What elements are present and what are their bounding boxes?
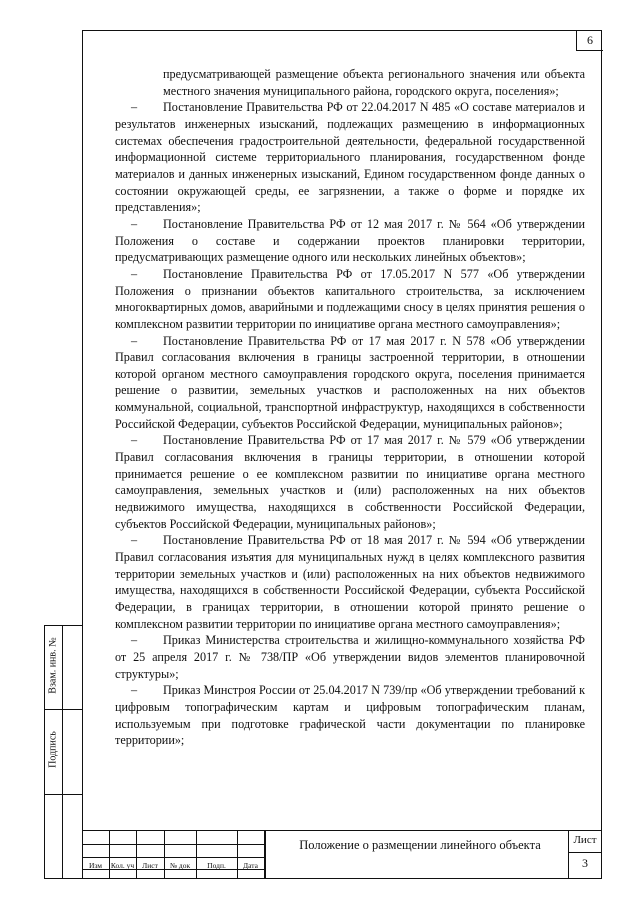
dash-bullet: – bbox=[131, 216, 138, 231]
dash-bullet: – bbox=[131, 433, 138, 448]
side-row-divider bbox=[45, 794, 82, 795]
stamp-line bbox=[568, 852, 602, 853]
list-item bbox=[115, 632, 585, 682]
sheet-number: 3 bbox=[582, 856, 588, 870]
stamp-line bbox=[164, 830, 165, 879]
stamp-header: Лист bbox=[142, 861, 158, 870]
list-item-text: Постановление Правительства РФ от 17.05.2017 N 577 «Об утверждении Положения о признании объектов капитального строительства, за исключением многоквартирных домов, аварийными и подлежащими сносу в целях принятия решения о комплексном развитии территории по инициативе органа местного самоуправления»; bbox=[115, 266, 585, 331]
dash-bullet: – bbox=[131, 683, 138, 698]
page-number: 6 bbox=[576, 30, 603, 51]
stamp-header: Изм bbox=[88, 861, 103, 870]
paragraph: предусматривающей размещение объекта регионального значения или объекта местного значения муниципального района, городского округа, поселения»; bbox=[163, 67, 585, 98]
list-item-text: Постановление Правительства РФ от 18 мая 2017 г. № 594 «Об утверждении Правил согласования изъятия для муниципальных нужд в целях комплексного развития территории земельных участков и (или) расположенных на них объектов недвижимого имущества, находящихся в собственности Российской Федерации, субъекта Российской Федерации, в границах территории, в отношении которой принято решение о комплексном развитии территории по инициативе органа местного самоуправления»; bbox=[115, 533, 585, 631]
sheet-label: Лист bbox=[573, 834, 597, 846]
list-item bbox=[115, 432, 585, 532]
dash-bullet: – bbox=[131, 266, 138, 281]
list-item-text: Постановление Правительства РФ от 12 мая 2017 г. № 564 «Об утверждении Положения о составе и содержании проектов планировки территории, предусматривающих размещение одного или нескольких линейных объектов»; bbox=[115, 216, 585, 265]
stamp-header: Дата bbox=[243, 861, 258, 870]
list-item bbox=[115, 532, 585, 632]
list-item-text: Постановление Правительства РФ от 17 мая 2017 г. № 579 «Об утверждении Правил согласования включения в границы территории, в отношении которой принимается решение о ее комплексном развитии по инициативе органа местного самоуправления, земельных участков и (или) расположенных на них объектов недвижимого имущества, находящихся в собственности Российской Федерации, субъектов Российской Федерации, муниципальных районов»; bbox=[115, 433, 585, 531]
list-item bbox=[115, 99, 585, 216]
list-item-text: Постановление Правительства РФ от 22.04.2017 N 485 «О составе материалов и результатов инженерных изысканий, подлежащих размещению в информационных системах обеспечения градостроительной деятельности, федеральной государственной информационной системе территориального планирования, государственном фонде материалов и данных инженерных изысканий, Едином государственном фонде данных о состоянии окружающей среды, ее загрязнении, а также о форме и порядке их представления»; bbox=[115, 100, 585, 215]
dash-bullet: – bbox=[131, 333, 138, 348]
stamp-line bbox=[136, 830, 137, 879]
dash-bullet: – bbox=[131, 533, 138, 548]
list-item bbox=[115, 333, 585, 433]
list-item bbox=[115, 266, 585, 333]
vzam-inv-label: Взам. инв. № bbox=[47, 637, 59, 694]
list-item bbox=[115, 216, 585, 266]
side-row-divider bbox=[45, 709, 82, 710]
dash-bullet: – bbox=[131, 100, 138, 115]
stamp-line bbox=[237, 830, 238, 879]
podpis-label: Подпись bbox=[47, 731, 59, 768]
list-item bbox=[115, 682, 585, 749]
dash-bullet: – bbox=[131, 633, 138, 648]
list-item-text: Приказ Минстроя России от 25.04.2017 N 739/пр «Об утверждении требований к цифровым топографическим картам и цифровым топографическим планам, используемым при подготовке графической части документации по планировке территории»; bbox=[115, 683, 585, 748]
document-title: Положение о размещении линейного объекта bbox=[299, 838, 541, 852]
stamp-line bbox=[264, 830, 266, 879]
stamp-header: Подп. bbox=[207, 861, 226, 870]
stamp-header: Кол. уч bbox=[110, 861, 135, 870]
list-item-text: Приказ Министерства строительства и жилищно-коммунального хозяйства РФ от 25 апреля 2017 г. № 738/ПР «Об утверждении видов элементов планировочной структуры»; bbox=[115, 633, 585, 681]
side-divider bbox=[62, 626, 63, 878]
stamp-line bbox=[109, 830, 110, 879]
list-item-text: Постановление Правительства РФ от 17 мая 2017 г. N 578 «Об утверждении Правил согласования включения в границы застроенной территории, в отношении которой органом местного самоуправления городского округа, поселения принимается решение о развитии, земельных участков и расположенных на них объектов коммунальной, социальной, транспортной инфраструктур, находящихся в собственности Российской Федерации, субъектов Российской Федерации, муниципальных районов»; bbox=[115, 333, 585, 431]
document-body bbox=[115, 66, 585, 749]
stamp-header: № док bbox=[169, 861, 191, 870]
stamp-line bbox=[196, 830, 197, 879]
